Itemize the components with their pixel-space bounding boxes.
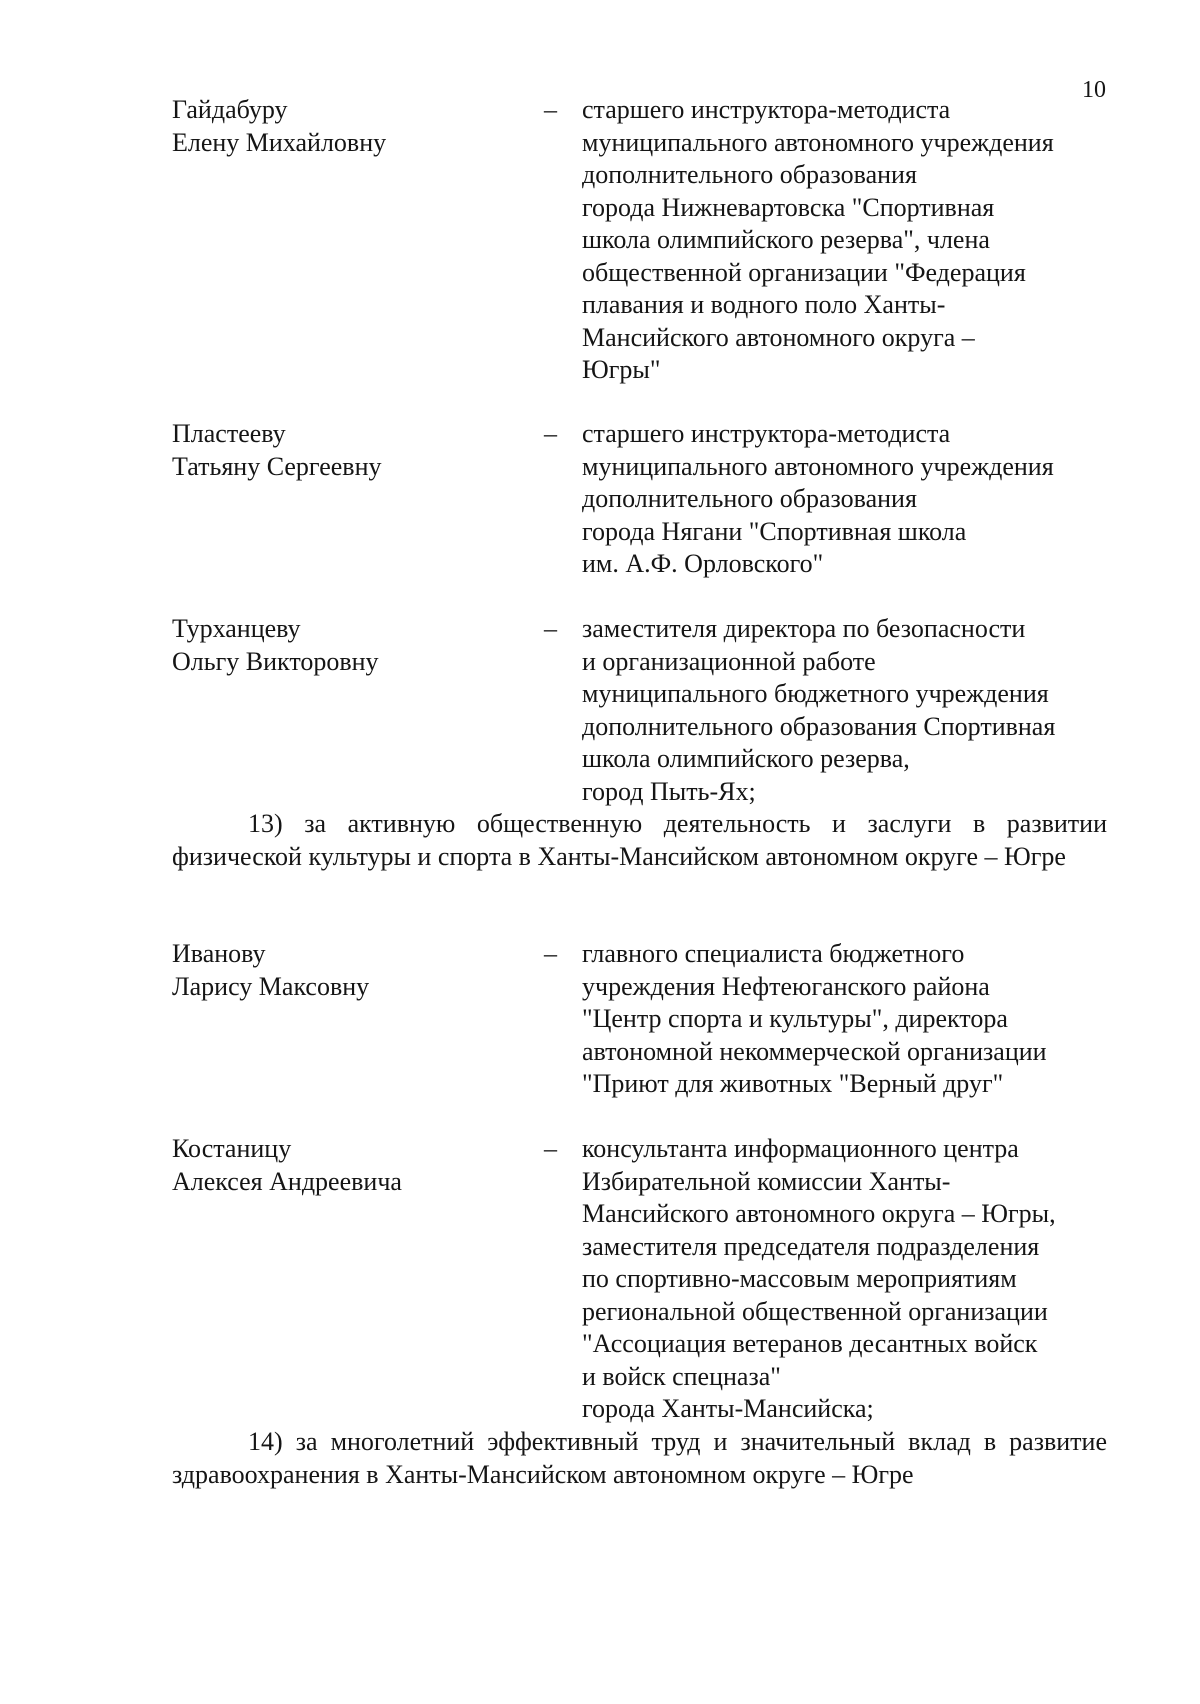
- person-given-names: Ларису Максовну: [172, 971, 370, 1001]
- entry-dash: –: [544, 939, 557, 968]
- person-surname: Костаницу: [172, 1134, 292, 1163]
- person-given-names: Ольгу Викторовну: [172, 646, 379, 676]
- position-line: старшего инструктора-методиста: [582, 95, 951, 124]
- person-surname: Турханцеву: [172, 614, 301, 643]
- section-text: за активную общественную деятельность и заслуги в развитии физической культуры и спорта в Ханты-Мансийском автономном округе – Югре: [172, 809, 1107, 871]
- person-surname: Гайдабуру: [172, 95, 288, 124]
- entry-dash: –: [544, 1134, 557, 1163]
- section-number: 13): [248, 809, 283, 838]
- position-line: и организационной работе: [582, 646, 876, 676]
- position-line: дополнительного образования: [582, 160, 917, 189]
- position-line: Мансийского автономного округа –: [582, 322, 975, 352]
- position-line: муниципального автономного учреждения: [582, 127, 1054, 157]
- position-line: дополнительного образования Спортивная: [582, 711, 1056, 741]
- section-text: за многолетний эффективный труд и значительный вклад в развитие здравоохранения в Ханты-Мансийском автономном округе – Югре: [172, 1427, 1107, 1489]
- position-line: город Пыть-Ях;: [582, 776, 756, 806]
- position-line: города Нягани "Спортивная школа: [582, 516, 967, 546]
- person-given-names: Алексея Андреевича: [172, 1166, 402, 1196]
- position-line: города Нижневартовска "Спортивная: [582, 192, 995, 222]
- position-line: "Приют для животных "Верный друг": [582, 1069, 1004, 1098]
- person-name: [172, 418, 512, 483]
- person-position: [582, 938, 1142, 1101]
- person-position: [582, 418, 1142, 581]
- position-line: заместителя председателя подразделения: [582, 1231, 1040, 1261]
- person-given-names: Елену Михайловну: [172, 127, 387, 157]
- entry-dash: –: [544, 95, 557, 124]
- position-line: школа олимпийского резерва", члена: [582, 225, 990, 254]
- position-line: по спортивно-массовым мероприятиям: [582, 1264, 1017, 1293]
- position-line: Мансийского автономного округа – Югры,: [582, 1199, 1056, 1228]
- section-number: 14): [248, 1427, 283, 1456]
- person-name: [172, 94, 512, 159]
- position-line: заместителя директора по безопасности: [582, 614, 1026, 643]
- position-line: региональной общественной организации: [582, 1296, 1048, 1326]
- section-13-paragraph: [172, 808, 1107, 873]
- section-14-paragraph: [172, 1426, 1107, 1491]
- position-line: автономной некоммерческой организации: [582, 1036, 1047, 1066]
- position-line: Югры": [582, 355, 661, 384]
- position-line: дополнительного образования: [582, 484, 917, 513]
- entry-dash: –: [544, 614, 557, 643]
- position-line: "Центр спорта и культуры", директора: [582, 1004, 1008, 1033]
- position-line: консультанта информационного центра: [582, 1134, 1019, 1163]
- position-line: учреждения Нефтеюганского района: [582, 971, 990, 1001]
- person-position: [582, 1133, 1142, 1426]
- position-line: муниципального бюджетного учреждения: [582, 679, 1049, 708]
- position-line: плавания и водного поло Ханты-: [582, 290, 946, 319]
- entry-dash: –: [544, 419, 557, 448]
- person-surname: Пластееву: [172, 419, 286, 448]
- position-line: им. А.Ф. Орловского": [582, 549, 824, 578]
- position-line: общественной организации "Федерация: [582, 257, 1026, 287]
- person-position: [582, 94, 1142, 387]
- position-line: города Ханты-Мансийска;: [582, 1394, 874, 1423]
- page-number: 10: [1082, 77, 1106, 103]
- person-name: [172, 613, 512, 678]
- position-line: школа олимпийского резерва,: [582, 744, 910, 773]
- person-position: [582, 613, 1142, 808]
- position-line: старшего инструктора-методиста: [582, 419, 951, 448]
- person-given-names: Татьяну Сергеевну: [172, 451, 382, 481]
- position-line: "Ассоциация ветеранов десантных войск: [582, 1329, 1038, 1358]
- position-line: муниципального автономного учреждения: [582, 451, 1054, 481]
- person-name: [172, 1133, 512, 1198]
- person-name: [172, 938, 512, 1003]
- person-surname: Иванову: [172, 939, 266, 968]
- position-line: и войск спецназа": [582, 1361, 781, 1391]
- position-line: Избирательной комиссии Ханты-: [582, 1166, 951, 1196]
- position-line: главного специалиста бюджетного: [582, 939, 965, 968]
